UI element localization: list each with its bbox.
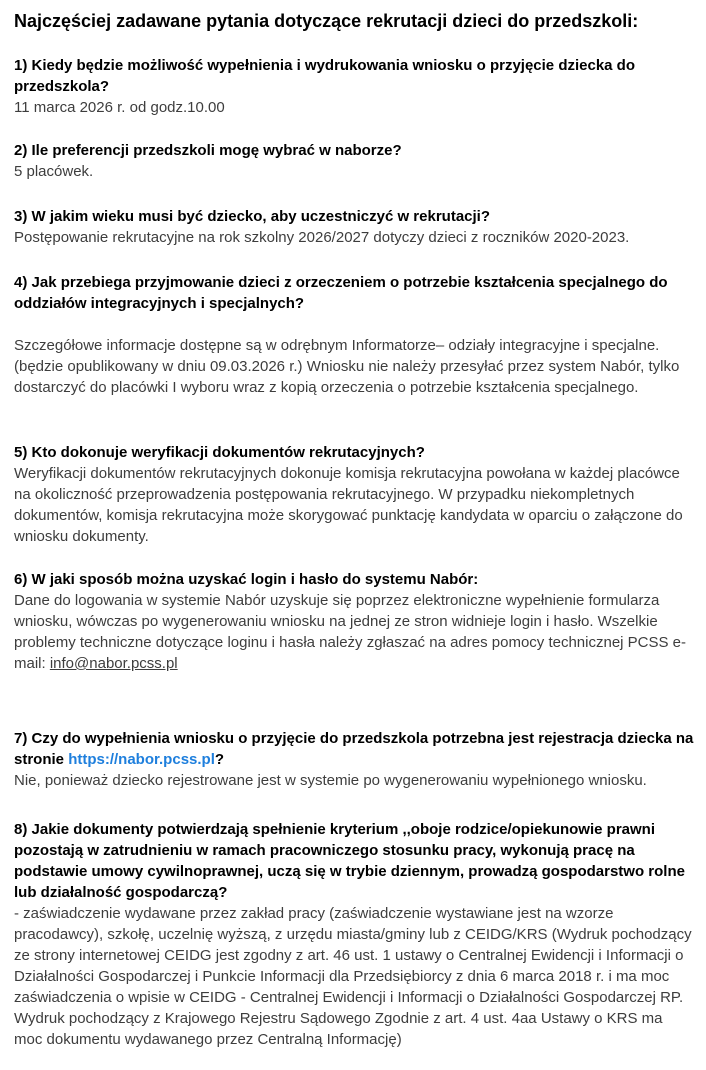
faq-question-7 xyxy=(14,728,694,770)
faq-answer-6 xyxy=(14,590,694,674)
faq-question-8: 8) Jakie dokumenty potwierdzają spełnienie kryterium ,,oboje rodzice/opiekunowie prawni pozostają w zatrudnieniu w ramach pracowniczego stosunku pracy, wykonują pracę na podstawie umowy cywilnoprawnej, uczą się w trybie dziennym, prowadzą gospodarstwo rolne lub działalność gospodarczą? xyxy=(14,821,685,901)
faq-item-8 xyxy=(14,819,694,1050)
faq-question-4: 4) Jak przebiega przyjmowanie dzieci z orzeczeniem o potrzebie kształcenia specjalnego do oddziałów integracyjnych i specjalnych? xyxy=(14,274,668,312)
page-title: Najczęściej zadawane pytania dotyczące rekrutacji dzieci do przedszkoli: xyxy=(14,11,639,31)
faq-item-1 xyxy=(14,55,694,118)
faq-item-7 xyxy=(14,728,694,791)
faq-question-5: 5) Kto dokonuje weryfikacji dokumentów rekrutacyjnych? xyxy=(14,444,425,461)
nabor-site-link[interactable]: https://nabor.pcss.pl xyxy=(68,751,215,768)
faq-question-1: 1) Kiedy będzie możliwość wypełnienia i wydrukowania wniosku o przyjęcie dziecka do przedszkola? xyxy=(14,57,636,95)
faq-item-2 xyxy=(14,140,694,182)
faq-answer-1: 11 marca 2026 r. od godz.10.00 xyxy=(14,99,225,116)
faq-question-7-suffix: ? xyxy=(214,751,225,768)
faq-answer-2: 5 placówek. xyxy=(14,163,94,180)
faq-item-5 xyxy=(14,442,694,547)
faq-item-6 xyxy=(14,569,694,674)
faq-answer-4: Szczegółowe informacje dostępne są w odrębnym Informatorze– odziały integracyjne i specjalne.(będzie opublikowany w dniu 09.03.2026 r.) Wniosku nie należy przesyłać przez system Nabór, tylko dostarczyć do placówki I wyboru wraz z kopią orzeczenia o potrzebie kształcenia specjalnego. xyxy=(14,337,680,396)
faq-answer-6-text: Dane do logowania w systemie Nabór uzyskuje się poprzez elektroniczne wypełnienie formularza wniosku, wówczas po wygenerowaniu wniosku na jednej ze stron widnieje login i hasło. Wszelkie problemy techniczne dotyczące loginu i hasła należy zgłaszać na adres pomocy technicznej PCSS e-mail: xyxy=(14,592,687,672)
faq-question-2: 2) Ile preferencji przedszkoli mogę wybrać w naborze? xyxy=(14,142,402,159)
faq-question-7-text: 7) Czy do wypełnienia wniosku o przyjęcie do przedszkola potrzebna jest rejestracja dziecka na stronie xyxy=(14,730,694,768)
faq-question-3: 3) W jakim wieku musi być dziecko, aby uczestniczyć w rekrutacji? xyxy=(14,208,491,225)
faq-answer-3: Postępowanie rekrutacyjne na rok szkolny 2026/2027 dotyczy dzieci z roczników 2020-2023. xyxy=(14,229,630,246)
faq-answer-8: - zaświadczenie wydawane przez zakład pracy (zaświadczenie wystawiane jest na wzorze pracodawcy), szkołę, uczelnię wyższą, z urzędu miasta/gminy lub z CEIDG/KRS (Wydruk pochodzący ze strony internetowej CEIDG jest zgodny z art. 46 ust. 1 ustawy o Centralnej Ewidencji i Informacji o Działalności Gospodarczej i Punkcie Informacji dla Przedsiębiorcy z dnia 6 marca 2018 r. i ma moc zaświadczenia o wpisie w CEIDG - Centralnej Ewidencji i Informacji o Działalności Gospodarczej RP. Wydruk pochodzący z Krajowego Rejestru Sądowego Zgodnie z art. 4 ust. 4aa Ustawy o KRS ma moc dokumentu wydawanego przez Centralną Informację) xyxy=(14,905,692,1048)
faq-item-4 xyxy=(14,272,694,398)
faq-question-6: 6) W jaki sposób można uzyskać login i hasło do systemu Nabór: xyxy=(14,571,479,588)
faq-item-3 xyxy=(14,206,694,248)
support-email-link[interactable]: info@nabor.pcss.pl xyxy=(49,655,178,672)
faq-answer-7: Nie, ponieważ dziecko rejestrowane jest w systemie po wygenerowaniu wypełnionego wniosku. xyxy=(14,772,647,789)
faq-answer-5: Weryfikacji dokumentów rekrutacyjnych dokonuje komisja rekrutacyjna powołana w każdej placówce na okoliczność przeprowadzenia postępowania rekrutacyjnego. W przypadku niekompletnych dokumentów, komisja rekrutacyjna może skorygować punktację kandydata w oparciu o załączone do wniosku dokumenty. xyxy=(14,465,683,545)
faq-document xyxy=(14,10,694,1050)
